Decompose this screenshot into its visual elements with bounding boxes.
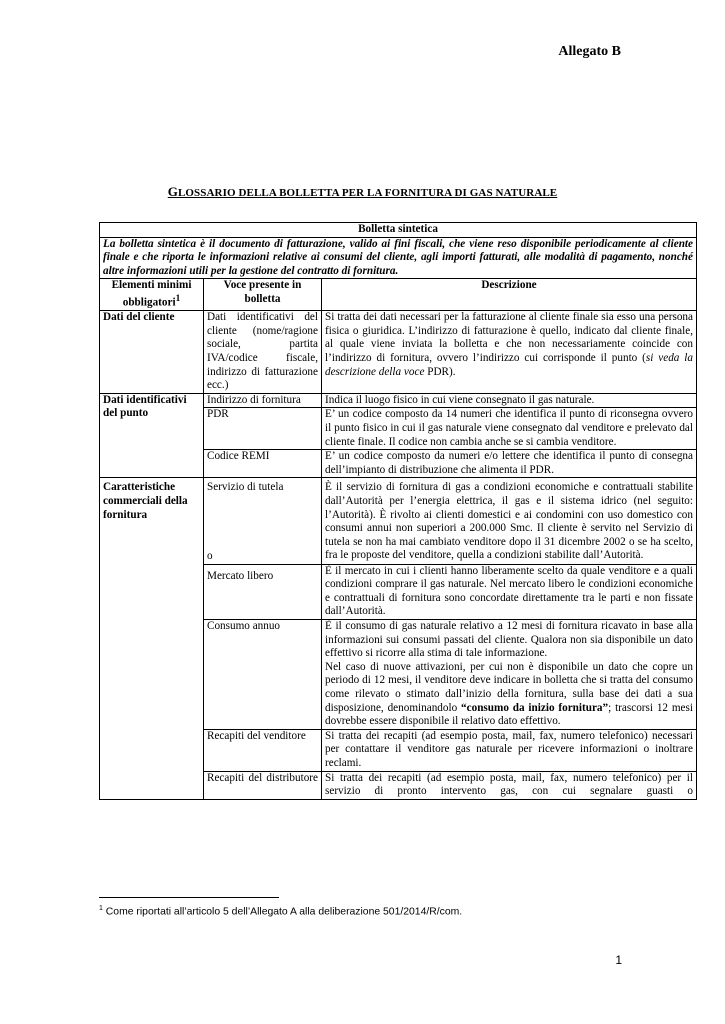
footnote xyxy=(99,905,462,917)
voce-tutela: Servizio di tutela xyxy=(207,481,284,494)
table-row xyxy=(100,393,697,408)
row-element: Dati identificativi del punto xyxy=(100,393,204,478)
header-elementi xyxy=(100,279,204,311)
desc-paragraph xyxy=(325,661,693,729)
row-voce: Dati identificativi del cliente (nome/ragione sociale, partita IVA/codice fiscale, indirizzo di fatturazione ecc.) xyxy=(204,311,322,394)
voce-or: o xyxy=(207,550,213,563)
row-description: E’ un codice composto da 14 numeri che identifica il punto di riconsegna ovvero il punto fisico in cui il gas naturale viene consegnato dal venditore e prelevato dal cliente finale. Il codice non cambia anche se si cambia venditore. xyxy=(322,408,697,450)
row-element: Caratteristiche commerciali della fornitura xyxy=(100,478,204,799)
row-description: Si tratta dei recapiti (ad esempio posta, mail, fax, numero telefonico) necessari per contattare il venditore gas naturale per ricevere informazioni o inoltrare reclami. xyxy=(322,729,697,771)
header-elementi-text: Elementi minimi obbligatori xyxy=(111,279,192,309)
footnote-separator xyxy=(99,897,279,898)
row-voce xyxy=(204,478,322,564)
title-initial: G xyxy=(167,184,178,199)
table-title: Bolletta sintetica xyxy=(100,223,697,238)
desc-italic: si veda la descrizione della voce xyxy=(325,352,693,378)
row-description: È il mercato in cui i clienti hanno liberamente scelto da quale venditore e a quali condizioni comprare il gas naturale. Nel mercato libero le condizioni economiche e contrattuali di fornitura sono concordate direttamente tra le parti e non fissate dall’Autorità. xyxy=(322,564,697,619)
desc-text: Si tratta dei dati necessari per la fatturazione al cliente finale sia esso una persona fisica o giuridica. L’indirizzo di fatturazione è quello, indicato dal cliente finale, al quale viene inviata la bolletta e che non necessariamente coincide con l’indirizzo di fornitura, ovvero l’indirizzo cui corrisponde il punto ( xyxy=(325,311,693,365)
row-voce: Codice REMI xyxy=(204,450,322,478)
title-rest: LOSSARIO DELLA BOLLETTA PER LA FORNITURA DI GAS NATURALE xyxy=(177,187,558,199)
document-title xyxy=(0,184,725,200)
footnote-number: 1 xyxy=(99,905,103,912)
glossary-table xyxy=(99,222,697,800)
row-voce: Indirizzo di fornitura xyxy=(204,393,322,408)
table-intro-row xyxy=(100,237,697,279)
desc-text: Nel caso di nuove attivazioni, per cui non è disponibile un dato che copre un periodo di 12 mesi, il venditore deve indicare in bolletta che si tratta del consumo come rilevato o stimato dall’inizio della fornitura, sulla base dei dati a sua disposizione, denominandolo xyxy=(325,660,693,714)
table-row xyxy=(100,311,697,394)
page-number: 1 xyxy=(615,953,622,967)
table-header-row xyxy=(100,279,697,311)
table-title-row xyxy=(100,223,697,238)
row-description: È il servizio di fornitura di gas a condizioni economiche e contrattuali stabilite dall’Autorità per l’energia elettrica, il gas e il sistema idrico (nel seguito: l’Autorità). È rivolto ai clienti domestici e ai condomini con uso domestico con consumi annui non superiori a 200.000 Smc. Il cliente è servito nel Servizio di tutela se non ha mai cambiato venditore dopo il 31 dicembre 2002 o se ha scelto, fra le proposte del venditore, quella a condizioni stabilite dall’Autorità. xyxy=(322,478,697,564)
desc-text-end: PDR). xyxy=(424,365,456,378)
row-voce: Mercato libero xyxy=(204,564,322,619)
header-descrizione: Descrizione xyxy=(322,279,697,311)
desc-text-end: ; trascorsi 12 mesi dovrebbe essere disponibile il relativo dato effettivo. xyxy=(325,701,693,728)
row-voce: Consumo annuo xyxy=(204,619,322,729)
desc-bold: “consumo da inizio fornitura” xyxy=(461,701,609,714)
table-row xyxy=(100,478,697,564)
row-description: E’ un codice composto da numeri e/o lettere che identifica il punto di consegna dell’impianto di distribuzione che alimenta il PDR. xyxy=(322,450,697,478)
row-description: Si tratta dei recapiti (ad esempio posta, mail, fax, numero telefonico) per il servizio di pronto intervento gas, con cui segnalare guasti o xyxy=(322,771,697,799)
footnote-ref: 1 xyxy=(175,293,181,304)
row-description: Indica il luogo fisico in cui viene consegnato il gas naturale. xyxy=(322,393,697,408)
table-intro: La bolletta sintetica è il documento di fatturazione, valido ai fini fiscali, che viene reso disponibile periodicamente al cliente finale e che riporta le informazioni relative ai consumi del cliente, agli importi fatturati, alle modalità di pagamento, nonché altre informazioni utili per la gestione del contratto di fornitura. xyxy=(100,237,697,279)
desc-paragraph: È il consumo di gas naturale relativo a 12 mesi di fornitura ricavato in base alla informazioni sui consumi passati del cliente. Qualora non sia disponibile un dato effettivo si ricorre alla stima di tale informazione. xyxy=(325,619,693,660)
row-voce: PDR xyxy=(204,408,322,450)
row-description xyxy=(322,619,697,729)
row-element: Dati del cliente xyxy=(100,311,204,394)
row-voce: Recapiti del distributore xyxy=(204,771,322,799)
row-voce: Recapiti del venditore xyxy=(204,729,322,771)
allegato-label: Allegato B xyxy=(558,44,621,59)
footnote-text: Come riportati all’articolo 5 dell’Allegato A alla deliberazione 501/2014/R/com. xyxy=(102,906,463,918)
header-voce: Voce presente in bolletta xyxy=(204,279,322,311)
row-description xyxy=(322,311,697,394)
